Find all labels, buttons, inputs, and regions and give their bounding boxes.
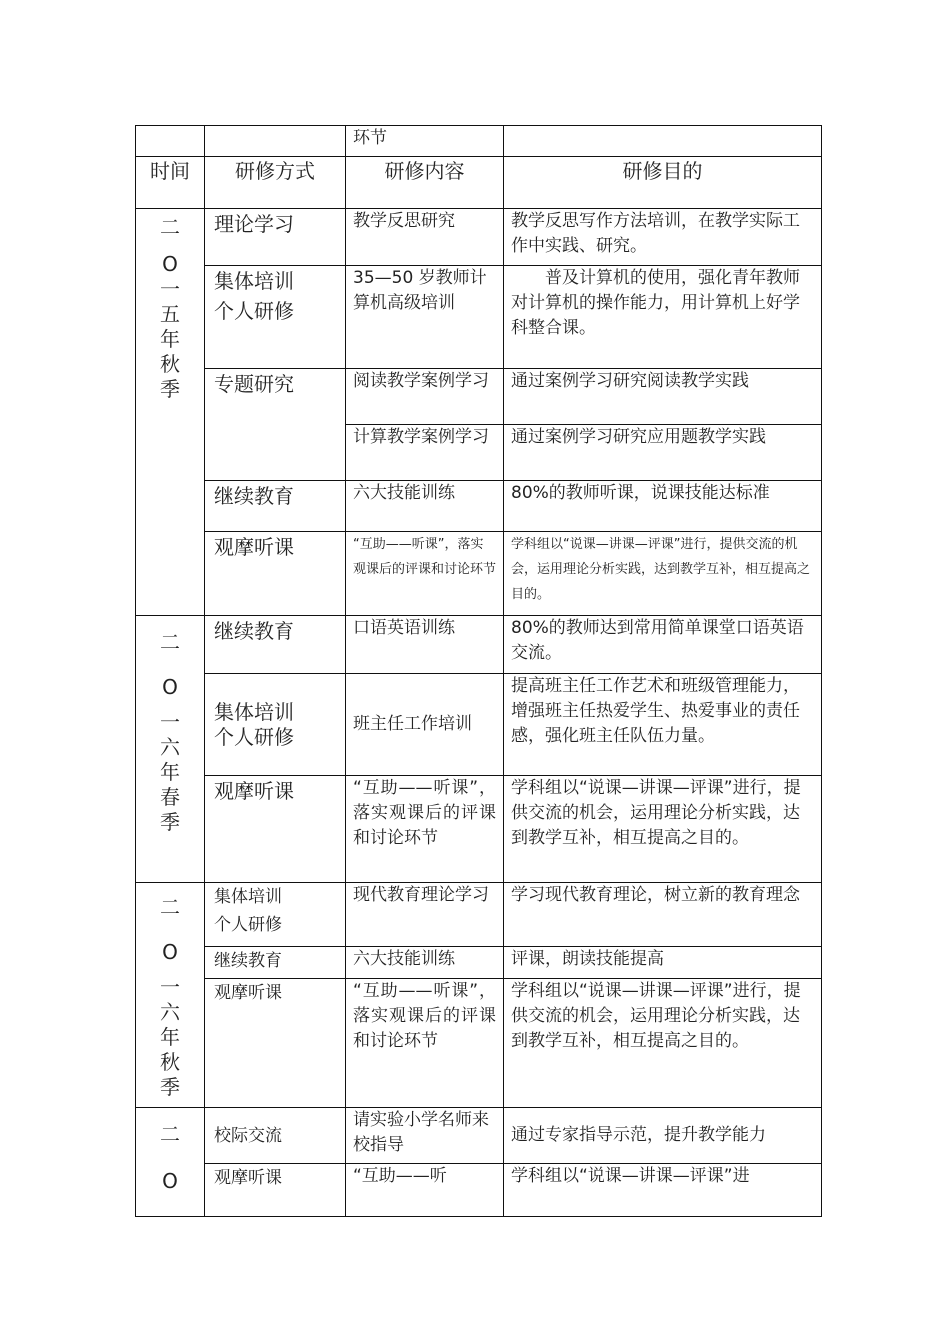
header-method: 研修方式 <box>205 157 346 209</box>
cell-content: “互助——听课”，落实观课后的评课和讨论环节 <box>346 532 504 616</box>
term-char: O <box>162 252 178 276</box>
term-char: O <box>162 675 178 699</box>
term-gap <box>136 622 204 630</box>
term-gap <box>136 700 204 710</box>
training-plan-table <box>135 125 822 1217</box>
cell-content: 请实验小学名师来校指导 <box>346 1108 504 1164</box>
header-time: 时间 <box>136 157 205 209</box>
cell-content: 班主任工作培训 <box>346 674 504 776</box>
table-row <box>136 1164 822 1217</box>
term-char: O <box>162 1169 178 1193</box>
term-char: 二 <box>160 895 180 919</box>
term-char: 二 <box>160 1122 180 1146</box>
cell-content: 阅读教学案例学习 <box>346 369 504 425</box>
term-char: 季 <box>160 377 180 401</box>
term-char: 年 <box>160 760 180 784</box>
cell-method: 校际交流 <box>205 1108 346 1164</box>
cell-empty <box>205 126 346 157</box>
term-char: 春 <box>160 785 180 809</box>
header-row <box>136 157 822 209</box>
cell-goal: 提高班主任工作艺术和班级管理能力，增强班主任热爱学生、热爱事业的责任感，强化班主任队伍力量。 <box>504 674 822 776</box>
term-cell <box>136 1108 205 1217</box>
cell-goal: 学科组以“说课—讲课—评课”进行，提供交流的机会，运用理论分析实践，达到教学互补，相互提高之目的。 <box>504 776 822 883</box>
term-gap <box>136 920 204 940</box>
cell-method: 继续教育 <box>205 616 346 674</box>
term-char: 六 <box>160 1000 180 1024</box>
term-char: O <box>162 940 178 964</box>
cell-method: 观摩听课 <box>205 776 346 883</box>
cell-content: 口语英语训练 <box>346 616 504 674</box>
term-char: 季 <box>160 1075 180 1099</box>
cell-goal: 80%的教师达到常用简单课堂口语英语交流。 <box>504 616 822 674</box>
table-row <box>136 1108 822 1164</box>
cell-goal: 通过案例学习研究阅读教学实践 <box>504 369 822 425</box>
table-row <box>136 674 822 776</box>
term-cell <box>136 616 205 883</box>
header-goal: 研修目的 <box>504 157 822 209</box>
table-row <box>136 266 822 369</box>
table-row <box>136 947 822 979</box>
cell-method: 观摩听课 <box>205 1164 346 1217</box>
cell-content: 教学反思研究 <box>346 209 504 266</box>
term-gap <box>136 965 204 975</box>
cell-content: “互助——听课”，落实观课后的评课和讨论环节 <box>346 776 504 883</box>
term-char: 一 <box>160 277 180 301</box>
cell-empty <box>136 126 205 157</box>
term-gap <box>136 1114 204 1122</box>
cell-method: 集体培训 个人研修 <box>205 883 346 947</box>
table-row <box>136 369 822 425</box>
term-char: 年 <box>160 327 180 351</box>
cell-method: 继续教育 <box>205 481 346 532</box>
term-char: 秋 <box>160 1050 180 1074</box>
cell-content: 现代教育理论学习 <box>346 883 504 947</box>
term-char: 五 <box>160 302 180 326</box>
term-char: 二 <box>160 215 180 239</box>
table-row <box>136 209 822 266</box>
cell-goal: 评课，朗读技能提高 <box>504 947 822 979</box>
cell-goal: 学科组以“说课—讲课—评课”进行，提供交流的机会，运用理论分析实践，达到教学互补，相互提高之目的。 <box>504 532 822 616</box>
cell-method: 集体培训 个人研修 <box>205 266 346 369</box>
table-row <box>136 979 822 1108</box>
cell-method: 继续教育 <box>205 947 346 979</box>
term-char: 秋 <box>160 352 180 376</box>
cell-method: 专题研究 <box>205 369 346 481</box>
term-cell <box>136 209 205 616</box>
term-char: 六 <box>160 735 180 759</box>
cell-method: 集体培训 个人研修 <box>205 674 346 776</box>
cell-goal: 学科组以“说课—讲课—评课”进行，提供交流的机会，运用理论分析实践，达到教学互补，相互提高之目的。 <box>504 979 822 1108</box>
cell-content: 35—50 岁教师计算机高级培训 <box>346 266 504 369</box>
cell-method: 理论学习 <box>205 209 346 266</box>
cell-method: 观摩听课 <box>205 532 346 616</box>
term-gap <box>136 655 204 675</box>
cell-goal: 教学反思写作方法培训，在教学实际工作中实践、研究。 <box>504 209 822 266</box>
cell-content: “互助——听 <box>346 1164 504 1217</box>
term-char: 季 <box>160 810 180 834</box>
cell-goal: 普及计算机的使用，强化青年教师对计算机的操作能力，用计算机上好学科整合课。 <box>504 266 822 369</box>
cell-goal: 通过专家指导示范，提升教学能力 <box>504 1108 822 1164</box>
term-cell <box>136 883 205 1108</box>
header-content: 研修内容 <box>346 157 504 209</box>
table-row <box>136 481 822 532</box>
cell-empty <box>504 126 822 157</box>
table-row <box>136 776 822 883</box>
term-gap <box>136 240 204 252</box>
cell-method: 观摩听课 <box>205 979 346 1108</box>
table-row <box>136 616 822 674</box>
cell-goal: 学习现代教育理论，树立新的教育理念 <box>504 883 822 947</box>
term-char: 二 <box>160 630 180 654</box>
cell-content: 六大技能训练 <box>346 947 504 979</box>
cell-goal: 通过案例学习研究应用题教学实践 <box>504 425 822 481</box>
term-char: 一 <box>160 710 180 734</box>
table-row <box>136 532 822 616</box>
term-char: 一 <box>160 975 180 999</box>
cell-content: 计算教学案例学习 <box>346 425 504 481</box>
term-gap <box>136 1147 204 1169</box>
cell-goal: 80%的教师听课，说课技能达标准 <box>504 481 822 532</box>
cell-content: 六大技能训练 <box>346 481 504 532</box>
table-row <box>136 883 822 947</box>
cell-content: “互助——听课”，落实观课后的评课和讨论环节 <box>346 979 504 1108</box>
cell-goal: 学科组以“说课—讲课—评课”进 <box>504 1164 822 1217</box>
table-row <box>136 126 822 157</box>
cell-content: 环节 <box>346 126 504 157</box>
term-char: 年 <box>160 1025 180 1049</box>
